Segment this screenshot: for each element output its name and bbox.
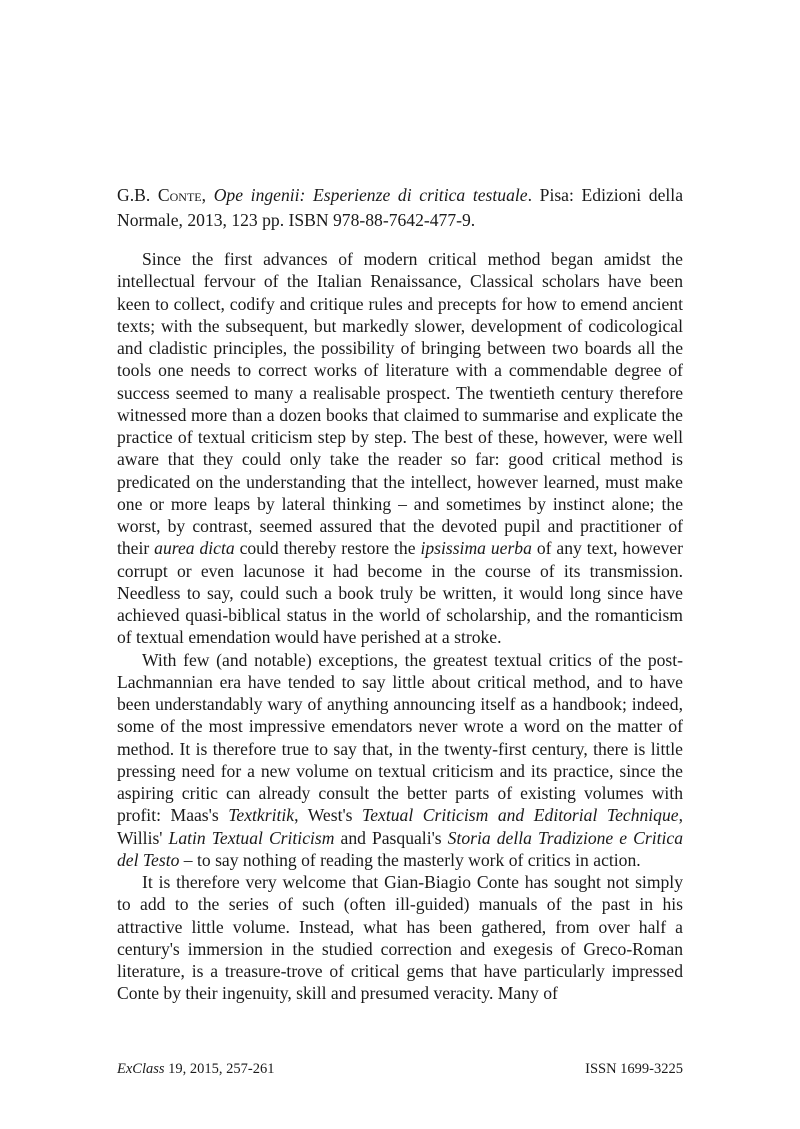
footer-journal-reference: [117, 1060, 275, 1078]
paragraph-3: [117, 871, 683, 1005]
footer-issn: ISSN 1699-3225: [585, 1061, 683, 1077]
citation-author-surname: Conte: [157, 185, 202, 205]
text-run: and Pasquali's: [334, 827, 448, 848]
text-run: , Willis': [117, 805, 683, 848]
italic-title: Latin Textual Criticism: [168, 827, 335, 848]
text-run: With few (and notable) exceptions, the greatest textual critics of the post-Lachmannian era have tended to say little about critical method, and to have been understandably wary of anything announcing itself as a handbook; indeed, some of the most impressive emendators never wrote a word on the matter of method. It is therefore true to say that, in the twenty-first century, there is little pressing need for a new volume on textual criticism and its practice, since the aspiring critic can already consult the better parts of existing volumes with profit: Maas's: [117, 649, 683, 826]
footer-journal-name: ExClass: [117, 1061, 165, 1077]
text-run: could thereby restore the: [234, 538, 421, 559]
citation-publication-details: . Pisa: Edizioni della Normale, 2013, 123 pp. ISBN 978-88-7642-477-9.: [117, 185, 683, 230]
text-run: , West's: [294, 805, 363, 826]
italic-title: Storia della Tradizione e Critica del Testo: [117, 827, 684, 870]
book-citation: [117, 183, 683, 233]
citation-book-title: Ope ingenii: Esperienze di critica testuale: [213, 185, 528, 205]
italic-title: Textual Criticism and Editorial Technique: [362, 805, 679, 826]
citation-initials: G.B.: [117, 185, 158, 205]
text-run: – to say nothing of reading the masterly work of critics in action.: [179, 849, 641, 870]
page-footer: [117, 1060, 683, 1078]
paragraph-2: [117, 649, 683, 872]
footer-volume-pages: 19, 2015, 257-261: [164, 1061, 275, 1077]
review-page: [117, 0, 683, 1129]
text-run: Since the first advances of modern critical method began amidst the intellectual fervour of the Italian Renaissance, Classical scholars have been keen to collect, codify and critique rules and precepts for how to emend ancient texts; with the subsequent, but markedly slower, development of codicological and cladistic principles, the possibility of bringing between two boards all the tools one needs to correct works of literature with a commendable degree of success seemed to many a realisable prospect. The twentieth century therefore witnessed more than a dozen books that claimed to summarise and explicate the practice of textual criticism step by step. The best of these, however, were well aware that they could only take the reader so far: good critical method is predicated on the understanding that the intellect, however learned, must make one or more leaps by lateral thinking – and sometimes by instinct alone; the worst, by contrast, seemed assured that the devoted pupil and practitioner of their: [117, 249, 683, 559]
citation-separator: ,: [201, 185, 214, 205]
review-body: [117, 248, 683, 1005]
paragraph-1: [117, 248, 683, 649]
italic-term: ipsissima uerba: [420, 538, 532, 559]
text-run: It is therefore very welcome that Gian-Biagio Conte has sought not simply to add to the series of such (often ill-guided) manuals of the past in his attractive little volume. Instead, what has been gathered, from over half a century's immersion in the studied correction and exegesis of Greco-Roman literature, is a treasure-trove of critical gems that have particularly impressed Conte by their ingenuity, skill and presumed veracity. Many of: [117, 872, 683, 1004]
text-run: of any text, however corrupt or even lacunose it had become in the course of its transmission. Needless to say, could such a book truly be written, it would long since have achieved quasi-biblical status in the world of scholarship, and the romanticism of textual emendation would have perished at a stroke.: [117, 538, 683, 648]
italic-title: Textkritik: [228, 805, 295, 826]
italic-term: aurea dicta: [154, 538, 235, 559]
